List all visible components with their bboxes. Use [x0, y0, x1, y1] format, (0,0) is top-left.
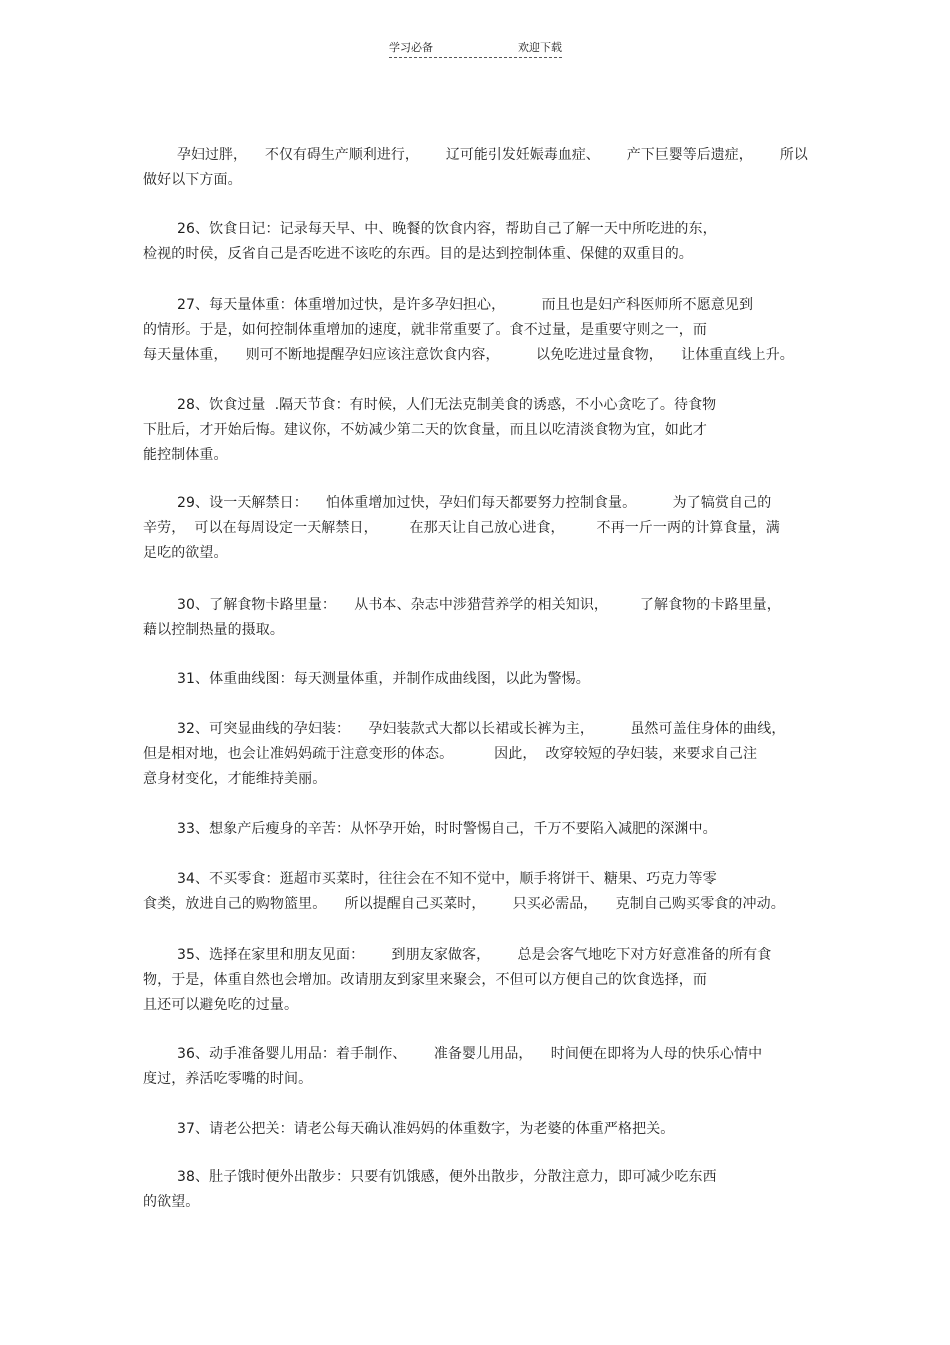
text-line: 32、可突显曲线的孕妇装： 孕妇装款式大都以长裙或长裤为主， 虽然可盖住身体的曲线， [177, 721, 786, 737]
header-left-text: 学习必备 [389, 41, 433, 54]
text-line: 38、肚子饿时便外出散步：只要有饥饿感，便外出散步，分散注意力，即可减少吃东西 [177, 1169, 717, 1185]
text-line: 每天量体重， 则可不断地提醒孕妇应该注意饮食内容， 以免吃进过量食物， 让体重直线上升。 [143, 347, 794, 363]
text-line: 意身材变化，才能维持美丽。 [143, 771, 327, 787]
text-line: 33、想象产后瘦身的辛苦：从怀孕开始，时时警惕自己，千万不要陷入减肥的深渊中。 [177, 821, 717, 837]
text-line: 27、每天量体重：体重增加过快，是许多孕妇担心， 而且也是妇产科医师所不愿意见到 [177, 297, 754, 313]
text-line: 且还可以避免吃的过量。 [143, 997, 299, 1013]
text-line: 的欲望。 [143, 1194, 200, 1210]
text-line: 度过，养活吃零嘴的时间。 [143, 1071, 313, 1087]
text-line: 能控制体重。 [143, 447, 228, 463]
text-line: 34、不买零食：逛超市买菜时，往往会在不知不觉中，顺手将饼干、糖果、巧克力等零 [177, 871, 717, 887]
text-line: 食类，放进自己的购物篮里。 所以提醒自己买菜时， 只买必需品， 克制自己购买零食的冲动。 [143, 896, 785, 912]
text-line: 36、动手准备婴儿用品：着手制作、 准备婴儿用品， 时间便在即将为人母的快乐心情中 [177, 1046, 763, 1062]
text-line: 足吃的欲望。 [143, 545, 228, 561]
text-line: 37、请老公把关：请老公每天确认准妈妈的体重数字，为老婆的体重严格把关。 [177, 1121, 675, 1137]
text-line: 但是相对地，也会让准妈妈疏于注意变形的体态。 因此， 改穿较短的孕妇装，来要求自己注 [143, 746, 758, 762]
text-line: 孕妇过胖， 不仅有碍生产顺利进行， 辽可能引发妊娠毒血症、 产下巨婴等后遗症， 所以 [177, 147, 808, 163]
text-line: 藉以控制热量的摄取。 [143, 622, 284, 638]
text-line: 30、了解食物卡路里量： 从书本、杂志中涉猎营养学的相关知识， 了解食物的卡路里量， [177, 597, 781, 613]
text-line: 做好以下方面。 [143, 172, 242, 188]
text-line: 26、饮食日记：记录每天早、中、晚餐的饮食内容，帮助自己了解一天中所吃进的东， [177, 221, 717, 237]
text-line: 下肚后，才开始后悔。建议你，不妨减少第二天的饮食量，而且以吃清淡食物为宜，如此才 [143, 422, 707, 438]
text-line: 检视的时侯，反省自己是否吃进不该吃的东西。目的是达到控制体重、保健的双重目的。 [143, 246, 693, 262]
text-line: 28、饮食过量 .隔天节食：有时候，人们无法克制美食的诱惑，不小心贪吃了。待食物 [177, 397, 717, 413]
text-line: 31、体重曲线图：每天测量体重，并制作成曲线图，以此为警惕。 [177, 671, 590, 687]
text-line: 的情形。于是，如何控制体重增加的速度，就非常重要了。食不过量，是重要守则之一，而 [143, 322, 707, 338]
page-header [389, 40, 562, 58]
text-line: 29、设一天解禁日： 怕体重增加过快，孕妇们每天都要努力控制食量。 为了犒赏自己的 [177, 495, 772, 511]
text-line: 辛劳， 可以在每周设定一天解禁日， 在那天让自己放心进食， 不再一斤一两的计算食量，满 [143, 520, 780, 536]
header-right-text: 欢迎下载 [518, 41, 562, 54]
text-line: 物，于是，体重自然也会增加。改请朋友到家里来聚会，不但可以方便自己的饮食选择，而 [143, 972, 707, 988]
text-line: 35、选择在家里和朋友见面： 到朋友家做客， 总是会客气地吃下对方好意准备的所有食 [177, 947, 772, 963]
